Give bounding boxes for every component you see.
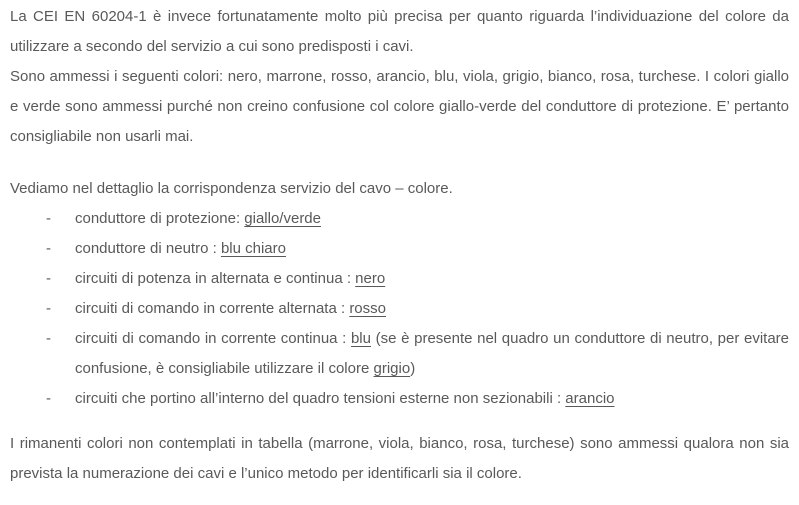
list-item xyxy=(10,264,789,294)
list-item xyxy=(10,204,789,234)
list-item-text: circuiti di potenza in alternata e continua : xyxy=(75,270,356,287)
list-item-text: conduttore di neutro : xyxy=(75,240,221,257)
list-item-text: ) xyxy=(410,360,416,377)
list-item xyxy=(10,324,789,384)
dash-bullet: - xyxy=(46,210,51,227)
dash-bullet: - xyxy=(46,330,51,347)
list-item-text: circuiti che portino all’interno del quadro tensioni esterne non sezionabili : xyxy=(75,390,566,407)
list-item xyxy=(10,384,789,414)
intro-line: Vediamo nel dettaglio la corrispondenza servizio del cavo – colore. xyxy=(10,180,453,197)
color-term-underlined: rosso xyxy=(349,300,386,317)
closing-paragraph: I rimanenti colori non contemplati in tabella (marrone, viola, bianco, rosa, turchese) sono ammessi qualora non sia prevista la numerazione dei cavi e l’unico metodo per identificarli sia il colore. xyxy=(10,435,789,482)
dash-bullet: - xyxy=(46,300,51,317)
list-item xyxy=(10,234,789,264)
dash-bullet: - xyxy=(46,270,51,287)
list-item-text: circuiti di comando in corrente continua : xyxy=(75,330,351,347)
color-term-underlined: blu xyxy=(350,330,371,347)
dash-bullet: - xyxy=(46,240,51,257)
color-term-underlined: grigio xyxy=(373,360,411,377)
list-item-text: conduttore di protezione: xyxy=(75,210,245,227)
color-term-underlined: giallo/verde xyxy=(244,210,321,227)
color-mapping-list xyxy=(10,204,789,414)
dash-bullet: - xyxy=(46,390,51,407)
list-item xyxy=(10,294,789,324)
color-term-underlined: arancio xyxy=(565,390,615,407)
paragraph-cei-standard: La CEI EN 60204-1 è invece fortunatamente molto più precisa per quanto riguarda l’individuazione del colore da utilizzare a secondo del servizio a cui sono predisposti i cavi. xyxy=(10,8,789,55)
list-item-text: circuiti di comando in corrente alternata : xyxy=(75,300,350,317)
list-item-text: (se è presente nel quadro un conduttore di neutro, per evitare confusione, è consigliabile utilizzare il colore xyxy=(75,330,789,377)
color-term-underlined: nero xyxy=(355,270,386,287)
paragraph-allowed-colors: Sono ammessi i seguenti colori: nero, marrone, rosso, arancio, blu, viola, grigio, bianco, rosa, turchese. I colori giallo e verde sono ammessi purché non creino confusione col colore giallo-verde del conduttore di protezione. E’ pertanto consigliabile non usarli mai. xyxy=(10,68,789,145)
color-term-underlined: blu chiaro xyxy=(220,240,286,257)
